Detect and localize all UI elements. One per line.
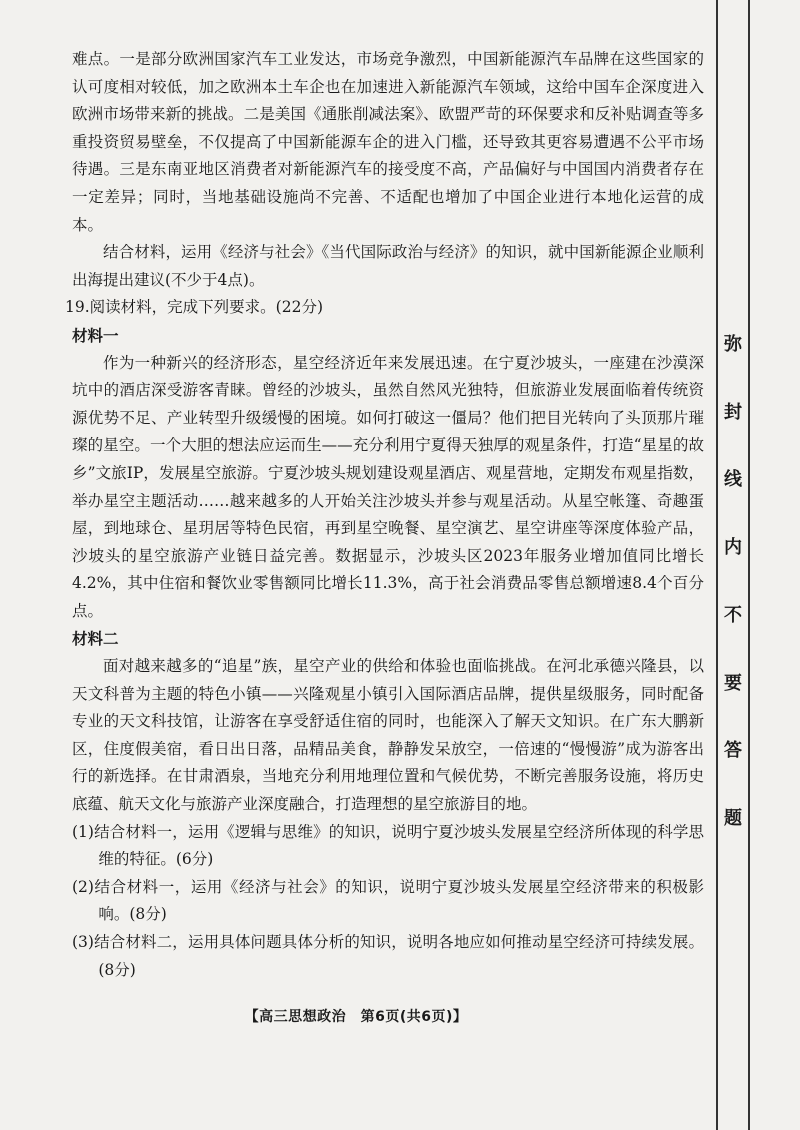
material-1-text: 作为一种新兴的经济形态，星空经济近年来发展迅速。在宁夏沙坡头，一座建在沙漠深坑中的酒店深受游客青睐。曾经的沙坡头，虽然自然风光独特，但旅游业发展面临着传统资源优势不足、产业转型升级缓慢的困境。如何打破这一僵局？他们把目光转向了头顶那片璀璨的星空。一个大胆的想法应运而生——充分利用宁夏得天独厚的观星条件，打造“星星的故乡”文旅IP，发展星空旅游。宁夏沙坡头规划建设观星酒店、观星营地，定期发布观星指数，举办星空主题活动……越来越多的人开始关注沙坡头并参与观星活动。从星空帐篷、奇趣蛋屋，到地球仓、星玥居等特色民宿，再到星空晚餐、星空演艺、星空讲座等深度体验产品，沙坡头的星空旅游产业链日益完善。数据显示，沙坡头区2023年服务业增加值同比增长4.2%，其中住宿和餐饮业零售额同比增长11.3%，高于社会消费品零售总额增速8.4个百分点。 <box>72 353 704 620</box>
seal-char: 线 <box>724 469 742 491</box>
seal-char: 封 <box>724 401 742 423</box>
material-1-label: 材料一 <box>72 325 119 345</box>
seal-char: 不 <box>724 604 742 626</box>
binding-line-right <box>748 0 750 1130</box>
subquestion-2: (2)结合材料一，运用《经济与社会》的知识，说明宁夏沙坡头发展星空经济带来的积极影响。(8分) <box>72 877 704 924</box>
binding-line-left <box>716 0 718 1130</box>
paragraph-q18-requirement: 结合材料，运用《经济与社会》《当代国际政治与经济》的知识，就中国新能源企业顺利出海提出建议(不少于4点)。 <box>72 243 704 289</box>
page-footer: 【高三思想政治 第6页(共6页)】 <box>244 1009 468 1025</box>
question-19-heading: 19.阅读材料，完成下列要求。(22分) <box>65 298 323 317</box>
subquestion-3: (3)结合材料二，运用具体问题具体分析的知识，说明各地应如何推动星空经济可持续发展。(8分) <box>72 933 704 979</box>
material-2-label: 材料二 <box>72 629 119 649</box>
seal-char: 答 <box>724 740 742 762</box>
seal-line-notice <box>722 330 744 830</box>
seal-char: 弥 <box>724 334 742 355</box>
seal-char: 题 <box>724 807 742 829</box>
subquestion-1: (1)结合材料一，运用《逻辑与思维》的知识，说明宁夏沙坡头发展星空经济所体现的科学思维的特征。(6分) <box>72 822 704 869</box>
paragraph-q18-continued: 难点。一是部分欧洲国家汽车工业发达，市场竞争激烈，中国新能源汽车品牌在这些国家的认可度相对较低，加之欧洲本土车企也在加速进入新能源汽车领域，这给中国车企深度进入欧洲市场带来新的挑战。二是美国《通胀削减法案》、欧盟严苛的环保要求和反补贴调查等多重投资贸易壁垒，不仅提高了中国新能源车企的进入门槛，还导致其更容易遭遇不公平市场待遇。三是东南亚地区消费者对新能源汽车的接受度不高，产品偏好与中国国内消费者存在一定差异；同时，当地基础设施尚不完善、不适配也增加了中国企业进行本地化运营的成本。 <box>72 50 704 234</box>
seal-char: 内 <box>724 537 742 559</box>
material-2-text: 面对越来越多的“追星”族，星空产业的供给和体验也面临挑战。在河北承德兴隆县，以天文科普为主题的特色小镇——兴隆观星小镇引入国际酒店品牌，提供星级服务，同时配备专业的天文科技馆，让游客在享受舒适住宿的同时，也能深入了解天文知识。在广东大鹏新区，住度假美宿，看日出日落，品精品美食，静静发呆放空，一倍速的“慢慢游”成为游客出行的新选择。在甘肃酒泉，当地充分利用地理位置和气候优势，不断完善服务设施，将历史底蕴、航天文化与旅游产业深度融合，打造理想的星空旅游目的地。 <box>72 657 704 814</box>
page-content <box>65 46 704 984</box>
seal-char: 要 <box>724 672 742 694</box>
